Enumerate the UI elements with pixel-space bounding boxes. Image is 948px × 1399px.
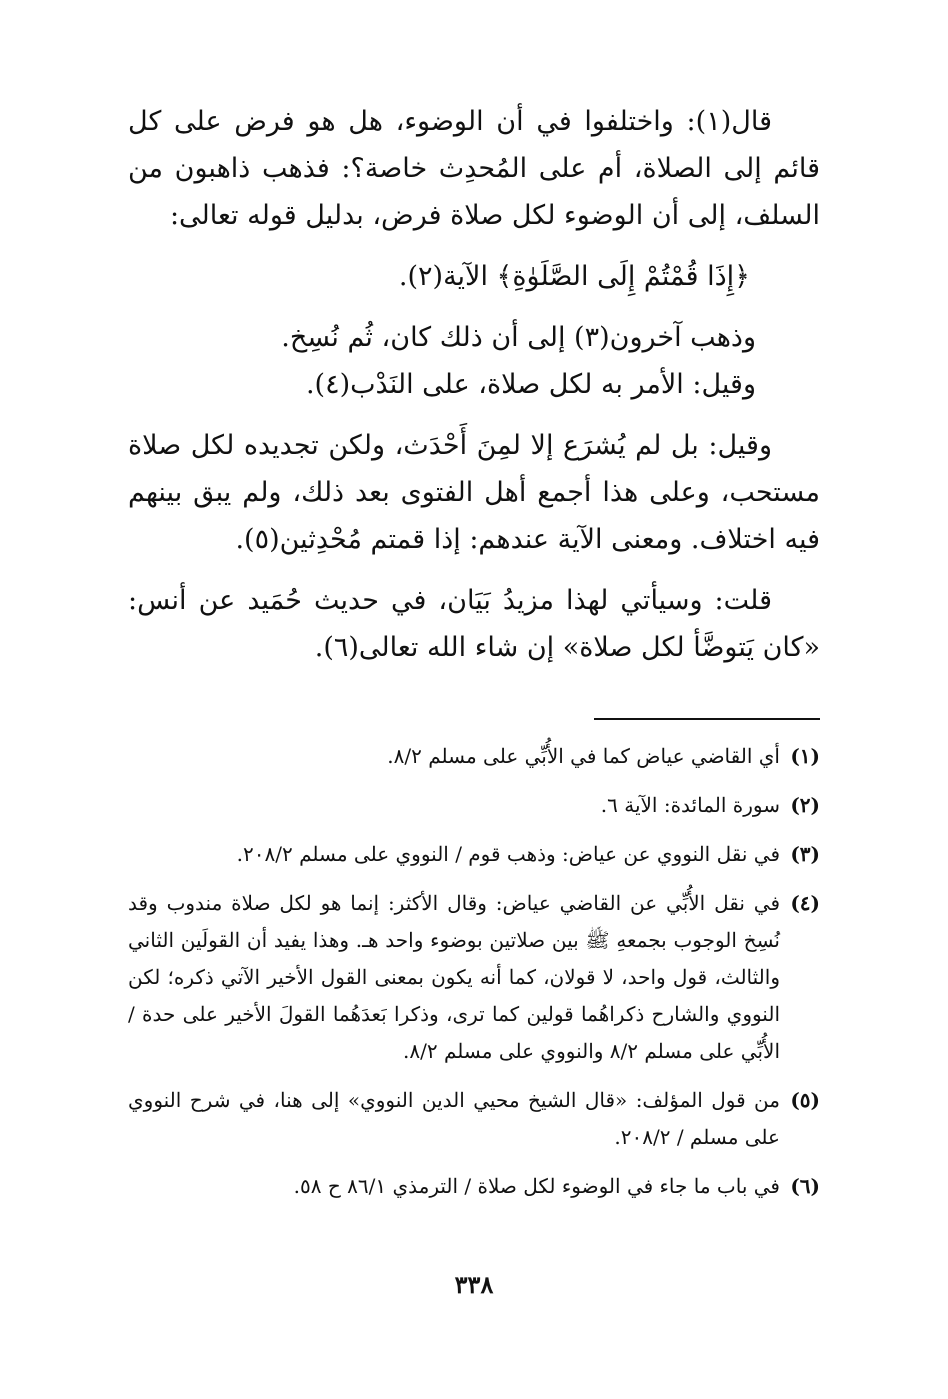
paragraph-5: قلت: وسيأتي لهذا مزيدُ بَيَان، في حديث حُمَيد عن أنس: «كان يَتوضَّأ لكل صلاة» إن شاء الله تعالى(٦). — [128, 585, 820, 663]
footnote-number: (٢) — [790, 793, 820, 817]
footnote-number: (٦) — [790, 1174, 820, 1198]
paragraph-1: قال(١): واختلفوا في أن الوضوء، هل هو فرض على كل قائم إلى الصلاة، أم على المُحدِث خاصة؟: فذهب ذاهبون من السلف، إلى أن الوضوء لكل صلاة فرض، بدليل قوله تعالى: — [128, 106, 820, 231]
footnote-separator — [594, 718, 820, 720]
footnote-1 — [128, 738, 820, 775]
paragraph-4: وقيل: بل لم يُشرَع إلا لمِنَ أَحْدَث، ولكن تجديده لكل صلاة مستحب، وعلى هذا أجمع أهل الفتوى بعد ذلك، ولم يبق بينهم فيه اختلاف. ومعنى الآية عندهم: إذا قمتم مُحْدِثين(٥). — [128, 430, 820, 555]
footnotes — [128, 738, 820, 1217]
footnote-text: سورة المائدة: الآية ٦. — [600, 793, 780, 817]
footnote-text: في نقل الأُبِّي عن القاضي عياض: وقال الأكثر: إنما هو لكل صلاة مندوب وقد نُسِخ الوجوب بجمعهِ ﷺ بين صلاتين بوضوء واحد هـ. وهذا يفيد أن القولَين الثاني والثالث، قول واحد، لا قولان، كما أنه يكون بمعنى القول الأخير الآتي ذكره؛ لكن النووي والشارح ذكراهُما قولين كما ترى، وذكرا بَعدَهُما القولَ الأخير على حدة / الأُبِّي على مسلم ٨/٢ والنووي على مسلم ٨/٢. — [128, 891, 780, 1063]
main-text — [128, 98, 820, 671]
footnote-text: أي القاضي عياض كما في الأُبِّي على مسلم ٨/٢. — [387, 744, 780, 768]
footnote-3 — [128, 836, 820, 873]
footnote-number: (٣) — [790, 842, 820, 866]
footnote-text: من قول المؤلف: «قال الشيخ محيي الدين النووي» إلى هنا، في شرح النووي على مسلم / ٢٠٨/٢. — [128, 1088, 780, 1149]
page-number: ٣٣٨ — [454, 1270, 494, 1299]
footnote-number: (١) — [790, 744, 820, 768]
footnote-4 — [128, 885, 820, 1070]
footnote-6 — [128, 1168, 820, 1205]
paragraph-3: وقيل: الأمر به لكل صلاة، على النَدْب(٤). — [305, 369, 756, 400]
footnote-2 — [128, 787, 820, 824]
footnote-text: في نقل النووي عن عياض: وذهب قوم / النووي على مسلم ٢٠٨/٢. — [236, 842, 780, 866]
footnote-number: (٥) — [790, 1088, 820, 1112]
footnote-text: في باب ما جاء في الوضوء لكل صلاة / الترمذي ٨٦/١ ح ٥٨. — [293, 1174, 780, 1198]
footnote-5 — [128, 1082, 820, 1156]
paragraph-2: وذهب آخرون(٣) إلى أن ذلك كان، ثُم نُسِخ. — [281, 322, 756, 353]
footnote-number: (٤) — [790, 891, 820, 915]
quran-verse: ﴿إِذَا قُمْتُمْ إِلَى الصَّلَوٰةِ﴾ الآية(٢). — [398, 261, 750, 292]
